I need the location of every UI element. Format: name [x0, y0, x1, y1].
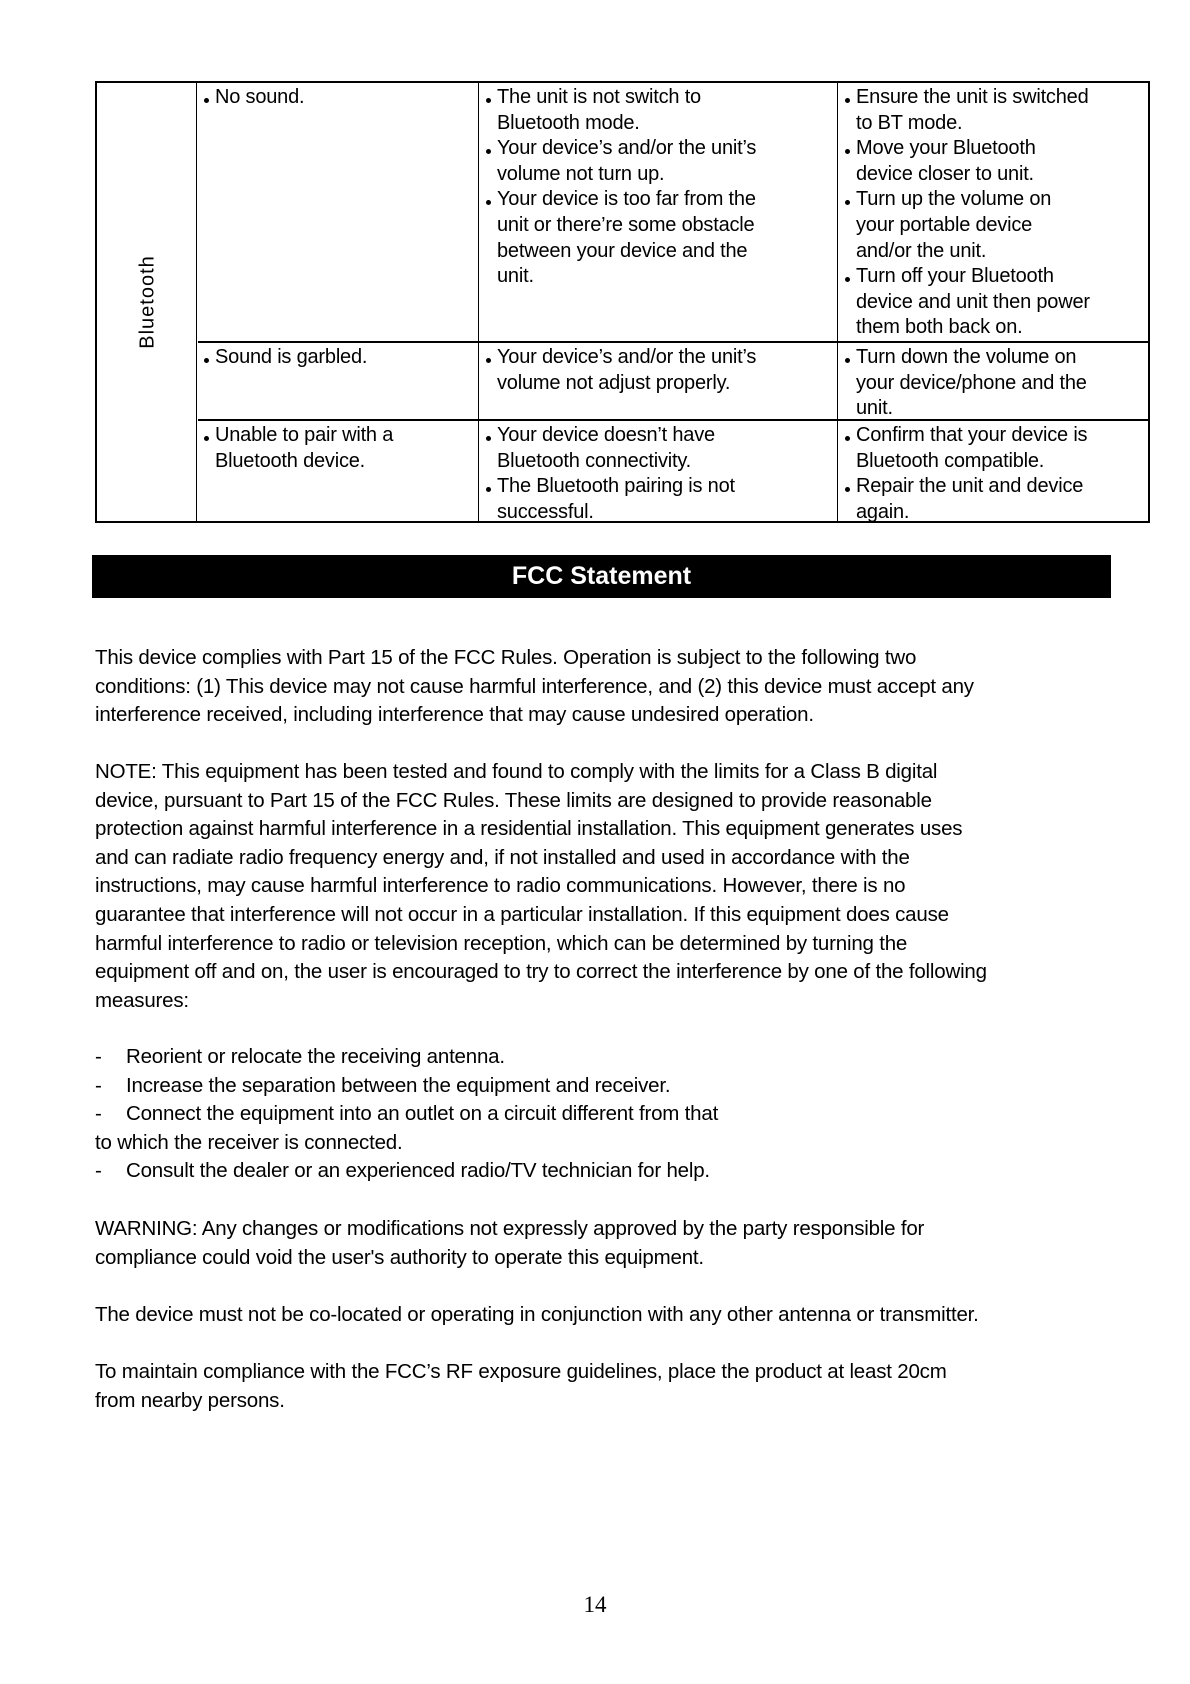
- text-line: from nearby persons.: [95, 1388, 285, 1412]
- cause-cell: [482, 423, 735, 525]
- text-line: NOTE: This equipment has been tested and found to comply with the limits for a Class B digital: [95, 760, 938, 783]
- solution-cell: [841, 85, 1090, 341]
- text-line: WARNING: Any changes or modifications not expressly approved by the party responsible for: [95, 1217, 925, 1240]
- text-line: Your device’s and/or the unit’s: [497, 346, 757, 368]
- problem-cell: [200, 423, 393, 474]
- text-line: unit.: [856, 397, 893, 420]
- bullet-item: [841, 85, 1090, 136]
- bullet-item: [841, 264, 1090, 341]
- text-line: No sound.: [215, 86, 305, 108]
- text-line: measures:: [95, 988, 189, 1012]
- measure-item: - Reorient or relocate the receiving antenna.: [95, 1043, 718, 1072]
- text-line: Repair the unit and device: [856, 475, 1084, 498]
- page-number: 14: [583, 1592, 607, 1617]
- text-line: conditions: (1) This device may not cause harmful interference, and (2) this device must accept any: [95, 674, 974, 698]
- text-line: protection against harmful interference in a residential installation. This equipment generates uses: [95, 817, 963, 841]
- paragraph-note: [95, 758, 987, 1015]
- text-line: harmful interference to radio or television reception, which can be determined by turning the: [95, 931, 908, 955]
- text-line: them both back on.: [856, 316, 1023, 339]
- bullet-item: [841, 474, 1087, 525]
- text-line: equipment off and on, the user is encouraged to try to correct the interference by one of the following: [95, 960, 987, 984]
- text-line: again.: [856, 500, 910, 523]
- text-line: and can radiate radio frequency energy and, if not installed and used in accordance with the: [95, 845, 910, 869]
- bullet-item: [482, 85, 756, 136]
- text-line: device closer to unit.: [856, 162, 1034, 185]
- text-line: Sound is garbled.: [215, 346, 368, 368]
- problem-cell: [200, 85, 304, 111]
- text-line: Bluetooth device.: [215, 449, 366, 472]
- text-line: between your device and the: [497, 239, 748, 262]
- bullet-item: [200, 423, 393, 474]
- text-line: Bluetooth mode.: [497, 111, 640, 134]
- solution-cell: [841, 345, 1087, 422]
- measure-continuation: to which the receiver is connected.: [95, 1130, 403, 1154]
- bullet-item: [482, 423, 735, 474]
- text-line: Turn up the volume on: [856, 188, 1052, 211]
- text-line: To maintain compliance with the FCC’s RF exposure guidelines, place the product at least 20cm: [95, 1360, 947, 1383]
- bullet-item: [482, 136, 756, 187]
- text-line: your portable device: [856, 213, 1033, 236]
- bullet-item: [482, 345, 756, 396]
- text-line: device, pursuant to Part 15 of the FCC Rules. These limits are designed to provide reasonable: [95, 788, 932, 812]
- bullet-item: [482, 474, 735, 525]
- cause-cell: [482, 345, 756, 396]
- category-label: Bluetooth: [136, 255, 158, 349]
- paragraph-compliance: [95, 644, 974, 730]
- text-line: Your device doesn’t have: [497, 424, 715, 446]
- text-line: and/or the unit.: [856, 239, 987, 262]
- bullet-item: [841, 423, 1087, 474]
- paragraph-rf-exposure: [95, 1358, 947, 1415]
- text-line: Confirm that your device is: [856, 424, 1088, 446]
- bullet-item: [482, 187, 756, 289]
- text-line: Move your Bluetooth: [856, 137, 1036, 160]
- text-line: Bluetooth connectivity.: [497, 449, 692, 472]
- text-line: Bluetooth compatible.: [856, 449, 1045, 472]
- category-cell: [97, 83, 198, 521]
- bullet-item: [841, 136, 1090, 187]
- text-line: your device/phone and the: [856, 371, 1087, 394]
- measures-list: [95, 1043, 718, 1186]
- text-line: Unable to pair with a: [215, 424, 394, 446]
- text-line: The unit is not switch to: [497, 86, 701, 108]
- text-line: compliance could void the user's authority to operate this equipment.: [95, 1245, 704, 1269]
- cause-cell: [482, 85, 756, 290]
- paragraph-warning: [95, 1215, 924, 1272]
- bullet-item: [841, 187, 1090, 264]
- text-line: Turn off your Bluetooth: [856, 265, 1054, 288]
- text-line: This device complies with Part 15 of the FCC Rules. Operation is subject to the following two: [95, 646, 917, 669]
- bullet-item: [841, 345, 1087, 422]
- text-line: to BT mode.: [856, 111, 963, 134]
- text-line: Ensure the unit is switched: [856, 86, 1089, 108]
- text-line: unit or there’re some obstacle: [497, 213, 755, 236]
- text-line: guarantee that interference will not occur in a particular installation. If this equipment does cause: [95, 902, 949, 926]
- bullet-item: [200, 345, 367, 371]
- text-line: successful.: [497, 500, 594, 523]
- text-line: Your device’s and/or the unit’s: [497, 137, 757, 160]
- paragraph-colocation: [95, 1301, 979, 1330]
- measure-item: - Consult the dealer or an experienced radio/TV technician for help.: [95, 1157, 718, 1186]
- troubleshooting-table: [95, 81, 1150, 523]
- text-line: The device must not be co-located or operating in conjunction with any other antenna or transmitter.: [95, 1303, 979, 1326]
- text-line: Your device is too far from the: [497, 188, 756, 211]
- text-line: device and unit then power: [856, 290, 1090, 313]
- text-line: volume not adjust properly.: [497, 371, 731, 394]
- measure-item: - Connect the equipment into an outlet on a circuit different from that: [95, 1100, 718, 1129]
- text-line: instructions, may cause harmful interference to radio communications. However, there is no: [95, 874, 906, 898]
- measure-item: - Increase the separation between the equipment and receiver.: [95, 1072, 718, 1101]
- text-line: unit.: [497, 265, 534, 288]
- text-line: Turn down the volume on: [856, 346, 1077, 368]
- text-line: The Bluetooth pairing is not: [497, 475, 735, 498]
- section-header: FCC Statement: [92, 555, 1111, 598]
- problem-cell: [200, 345, 367, 371]
- solution-cell: [841, 423, 1087, 525]
- text-line: interference received, including interference that may cause undesired operation.: [95, 703, 814, 727]
- bullet-item: [200, 85, 304, 111]
- text-line: volume not turn up.: [497, 162, 665, 185]
